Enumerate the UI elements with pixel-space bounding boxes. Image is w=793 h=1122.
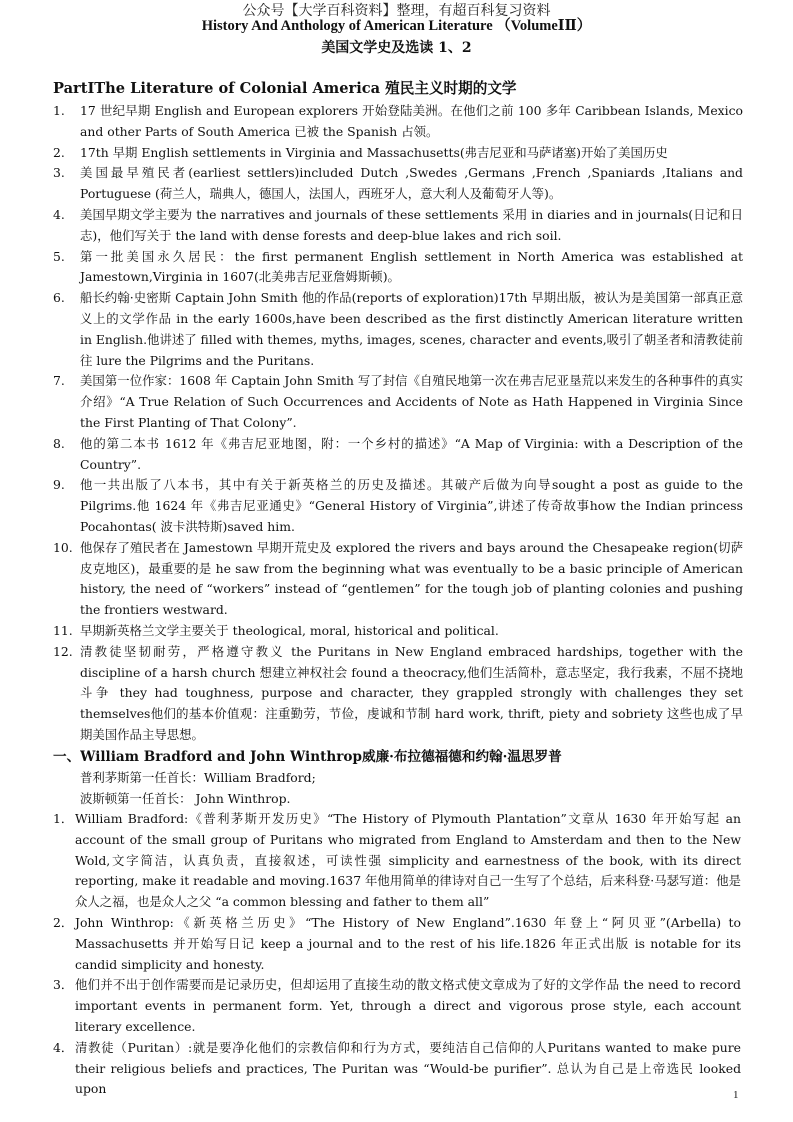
item-number: 2． <box>53 914 74 930</box>
list-item <box>53 621 743 642</box>
item-number: 3． <box>53 977 74 993</box>
list-item <box>53 809 741 913</box>
list-item <box>53 975 741 1037</box>
item-text: 美国第一位作家：1608 年 Captain John Smith 写了封信《自殖民地第一次在弗吉尼亚垦荒以来发生的各种事件的真实介绍》“A True Relation of Such Occurrences and Accidents of Note as Hath Happened in Virginia Since the First Planting of That Colony”. <box>80 373 743 430</box>
item-text: 清教徒坚韧耐劳，严格遵守教义 the Puritans in New England embraced hardships, together with the discipline of a harsh church 想建立神权社会 found a theocracy,他们生活简朴，意志坚定，我行我素，不屈不挠地斗争 they had toughness, purpose and character, they grappled strongly with challenges they set themselves他们的基本价值观：注重勤劳，节俭，虔诚和节制 hard work, thrift, piety and sobriety 这些也成了早期美国作品主导思想。 <box>80 643 743 742</box>
item-number: 12. <box>53 643 73 659</box>
list-item <box>53 475 743 537</box>
item-number: 10. <box>53 539 73 555</box>
item-number: 3. <box>53 165 65 181</box>
item-text: 美国早期文学主要为 the narratives and journals of these settlements 采用 in diaries and in journals(日记和日志)，他们写关于 the land with dense forests and deep-blue lakes and rich soil. <box>80 206 743 243</box>
section-heading: 一、William Bradford and John Winthrop威廉·布拉德福德和约翰·温思罗普 <box>53 749 562 765</box>
document-subtitle: 美国文学史及选读 1、2 <box>321 40 472 56</box>
colonial-literature-list <box>53 101 743 746</box>
item-number: 8. <box>53 435 65 451</box>
item-number: 1． <box>53 811 74 826</box>
bradford-winthrop-list <box>53 809 741 1100</box>
item-number: 7. <box>53 373 65 389</box>
list-item <box>53 538 743 621</box>
list-item <box>53 288 743 371</box>
list-item <box>53 247 743 289</box>
document-title: History And Anthology of American Literature （VolumeⅠⅡ） <box>201 18 592 34</box>
item-number: 2. <box>53 144 65 160</box>
item-text: William Bradford:《普利茅斯开发历史》“The History of Plymouth Plantation”文章从 1630 年开始写起 an account of the small group of Puritans who migrated from England to Amsterdam and then to the New Wold,文字简洁，认真负责，直接叙述，可读性强 simplicity and earnestness of the book, with its direct reporting, make it readable and moving.1637 年他用简单的律诗对自己一生写了个总结，后来科登·马瑟写道：他是众人之福，也是众人之父 “a common blessing and father to them all” <box>75 811 741 910</box>
list-item <box>53 205 743 247</box>
item-text: 他的第二本书 1612 年《弗吉尼亚地图，附：一个乡村的描述》“A Map of Virginia: with a Description of the Country”. <box>80 435 743 472</box>
part-heading: PartⅠThe Literature of Colonial America 殖民主义时期的文学 <box>53 80 517 97</box>
item-text: 他保存了殖民者在 Jamestown 早期开荒史及 explored the rivers and bays around the Chesapeake region(切萨皮克地区)，最重要的是 he saw from the beginning what was eventually to be a basic principle of American history, the need of “workers” instead of “gentlemen” for the tough job of planting colonies and pushing the frontiers westward. <box>80 539 743 618</box>
item-text: 17th 早期 English settlements in Virginia and Massachusetts(弗吉尼亚和马萨诸塞)开始了美国历史 <box>80 144 668 160</box>
page-number: 1 <box>733 1089 739 1101</box>
item-number: 9. <box>53 477 65 493</box>
item-number: 4. <box>53 206 65 222</box>
item-text: 第一批美国永久居民：the first permanent English settlement in North America was established at Jamestown,Virginia in 1607(北美弗吉尼亚詹姆斯顿)。 <box>80 248 743 285</box>
item-text: 17 世纪早期 English and European explorers 开始登陆美洲。在他们之前 100 多年 Caribbean Islands, Mexico and other Parts of South America 已被 the Spanish 占领。 <box>80 103 743 139</box>
list-item <box>53 434 743 476</box>
list-item <box>53 163 743 205</box>
list-item <box>53 1038 741 1100</box>
list-item <box>53 913 741 975</box>
list-item <box>53 371 743 433</box>
item-number: 1. <box>53 103 65 118</box>
item-text: 清教徒（Puritan）:就是要净化他们的宗教信仰和行为方式，要纯洁自己信仰的人Puritans wanted to make pure their religious beliefs and practices, The Puritan was “Would-be purifier”. 总认为自己是上帝选民 looked upon <box>75 1039 741 1097</box>
item-number: 4． <box>53 1039 74 1055</box>
list-item <box>53 143 743 164</box>
item-number: 11. <box>53 622 73 638</box>
item-text: 船长约翰·史密斯 Captain John Smith 他的作品(reports of exploration)17th 早期出版，被认为是美国第一部真正意义上的文学作品 in the early 1600s,have been described as the first distinctly American literature written in English.他讲述了 filled with themes, myths, images, scenes, character and events,吸引了朝圣者和清教徒前往 lure the Pilgrims and the Puritans. <box>80 290 743 368</box>
item-text: 早期新英格兰文学主要关于 theological, moral, historical and political. <box>80 622 499 638</box>
item-number: 5. <box>53 248 65 264</box>
list-item <box>53 101 743 143</box>
list-item <box>53 642 743 746</box>
watermark-text: 公众号【大学百科资料】整理，有超百科复习资料 <box>242 3 551 19</box>
item-text: 他们并不出于创作需要而是记录历史，但却运用了直接生动的散文格式使文章成为了好的文学作品 the need to record important events in permanent form. Yet, through a direct and vigorous prose style, each account literary excellence. <box>75 977 741 1034</box>
item-text: 美国最早殖民者(earliest settlers)included Dutch ,Swedes ,Germans ,French ,Spaniards ,Italians and Portuguese (荷兰人，瑞典人，德国人，法国人，西班牙人，意大利人及葡萄牙人等)。 <box>80 165 743 202</box>
section-lead-bradford: 普利茅斯第一任首长：William Bradford; <box>80 770 316 785</box>
section-lead-winthrop: 波斯顿第一任首长： John Winthrop. <box>80 791 291 806</box>
item-text: John Winthrop:《新英格兰历史》“The History of New England”.1630 年登上“阿贝亚”(Arbella) to Massachusetts 并开始写日记 keep a journal and to the rest of his life.1826 年正式出版 is notable for its candid simplicity and honesty. <box>75 914 741 972</box>
item-number: 6. <box>53 290 65 306</box>
item-text: 他一共出版了八本书，其中有关于新英格兰的历史及描述。其破产后做为向导sought a post as guide to the Pilgrims.他 1624 年《弗吉尼亚通史》“General History of Virginia”,讲述了传奇故事how the Indian princess Pocahontas( 波卡洪特斯)saved him. <box>80 477 743 534</box>
